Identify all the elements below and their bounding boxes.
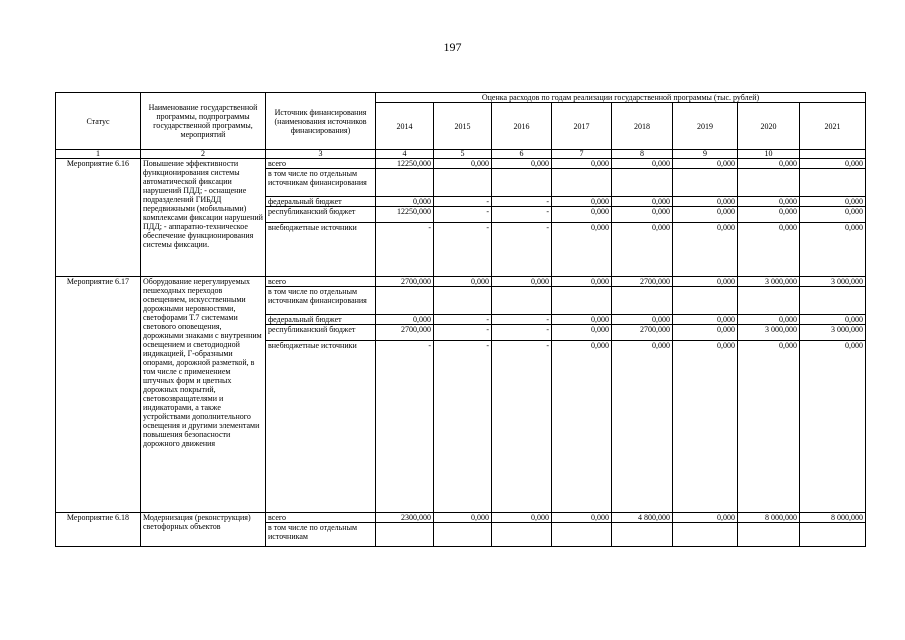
column-number-row: [56, 150, 866, 159]
column-number: 1: [56, 150, 141, 159]
amount-cell: 0,000: [552, 223, 612, 277]
amount-cell: 0,000: [673, 513, 738, 523]
amount-cell: 0,000: [673, 197, 738, 207]
column-number: [800, 150, 866, 159]
amount-cell: 0,000: [738, 341, 800, 513]
measure-name: Модернизация (реконструкция) светофорных объектов: [141, 513, 266, 547]
funding-source: внебюджетные источники: [266, 341, 376, 513]
header-estimate: Оценка расходов по годам реализации государственной программы (тыс. рублей): [376, 93, 866, 103]
amount-cell: 2700,000: [612, 325, 673, 341]
funding-source: всего: [266, 513, 376, 523]
amount-cell: [492, 169, 552, 197]
amount-cell: 0,000: [552, 277, 612, 287]
year-header: 2014: [376, 103, 434, 150]
header-source: Источник финансирования (наименования источников финансирования): [266, 93, 376, 150]
funding-source: в том числе по отдельным источникам: [266, 523, 376, 547]
amount-cell: 0,000: [738, 207, 800, 223]
amount-cell: 3 000,000: [738, 325, 800, 341]
amount-cell: 0,000: [800, 207, 866, 223]
amount-cell: 0,000: [376, 315, 434, 325]
amount-cell: [552, 169, 612, 197]
year-header: 2020: [738, 103, 800, 150]
funding-source: федеральный бюджет: [266, 197, 376, 207]
table-row: [56, 513, 866, 523]
year-header: 2021: [800, 103, 866, 150]
amount-cell: -: [492, 315, 552, 325]
amount-cell: 8 000,000: [800, 513, 866, 523]
amount-cell: 0,000: [434, 513, 492, 523]
funding-source: в том числе по отдельным источникам финансирования: [266, 169, 376, 197]
amount-cell: 0,000: [673, 223, 738, 277]
amount-cell: 0,000: [800, 197, 866, 207]
amount-cell: 0,000: [800, 159, 866, 169]
measure-name: Оборудование нерегулируемых пешеходных переходов освещением, искусственными дорожными неровностями, светофорами Т.7 системами светового оповещения, дорожными знаками с внутренним освещением и светодиодной индикацией, Г-образными опорами, дорожной разметкой, в том числе с применением штучных форм и цветных дорожных покрытий, световозвращателями и индикаторами, а также устройствами дополнительного освещения и другими элементами повышения безопасности дорожного движения: [141, 277, 266, 513]
header-row: [56, 93, 866, 103]
amount-cell: 0,000: [552, 207, 612, 223]
column-number: 2: [141, 150, 266, 159]
measure-name: Повышение эффективности функционирования системы автоматической фиксации нарушений ПДД; - оснащение подразделений ГИБДД передвижными (мобильными) комплексами фиксации нарушений ПДД; - аппаратно-техническое обеспечение функционирования системы фиксации.: [141, 159, 266, 277]
amount-cell: -: [492, 197, 552, 207]
amount-cell: 0,000: [612, 159, 673, 169]
amount-cell: 0,000: [673, 277, 738, 287]
amount-cell: [492, 287, 552, 315]
amount-cell: [376, 287, 434, 315]
amount-cell: -: [376, 341, 434, 513]
amount-cell: 0,000: [738, 315, 800, 325]
amount-cell: 0,000: [800, 223, 866, 277]
amount-cell: -: [434, 223, 492, 277]
amount-cell: -: [434, 341, 492, 513]
amount-cell: -: [434, 197, 492, 207]
amount-cell: [738, 169, 800, 197]
amount-cell: 12250,000: [376, 159, 434, 169]
amount-cell: [376, 523, 434, 547]
amount-cell: [612, 287, 673, 315]
amount-cell: -: [492, 207, 552, 223]
amount-cell: [434, 287, 492, 315]
amount-cell: 0,000: [673, 341, 738, 513]
funding-source: внебюджетные источники: [266, 223, 376, 277]
amount-cell: [376, 169, 434, 197]
amount-cell: [738, 287, 800, 315]
amount-cell: 0,000: [552, 159, 612, 169]
amount-cell: 0,000: [673, 325, 738, 341]
amount-cell: 0,000: [612, 197, 673, 207]
column-number: 4: [376, 150, 434, 159]
amount-cell: -: [434, 325, 492, 341]
amount-cell: [612, 169, 673, 197]
funding-source: всего: [266, 159, 376, 169]
amount-cell: [492, 523, 552, 547]
amount-cell: [800, 523, 866, 547]
amount-cell: [552, 287, 612, 315]
amount-cell: 0,000: [552, 341, 612, 513]
amount-cell: -: [376, 223, 434, 277]
amount-cell: 0,000: [800, 315, 866, 325]
amount-cell: -: [492, 341, 552, 513]
amount-cell: 3 000,000: [800, 277, 866, 287]
year-header: 2017: [552, 103, 612, 150]
amount-cell: 8 000,000: [738, 513, 800, 523]
amount-cell: 0,000: [673, 315, 738, 325]
column-number: 10: [738, 150, 800, 159]
year-header: 2016: [492, 103, 552, 150]
amount-cell: -: [492, 223, 552, 277]
amount-cell: 0,000: [434, 277, 492, 287]
amount-cell: 0,000: [738, 159, 800, 169]
year-header: 2015: [434, 103, 492, 150]
amount-cell: 2300,000: [376, 513, 434, 523]
amount-cell: [552, 523, 612, 547]
amount-cell: 0,000: [800, 341, 866, 513]
column-number: 5: [434, 150, 492, 159]
funding-source: республиканский бюджет: [266, 207, 376, 223]
amount-cell: [434, 169, 492, 197]
amount-cell: 2700,000: [612, 277, 673, 287]
funding-source: в том числе по отдельным источникам финансирования: [266, 287, 376, 315]
amount-cell: 0,000: [376, 197, 434, 207]
amount-cell: 12250,000: [376, 207, 434, 223]
column-number: 3: [266, 150, 376, 159]
table-row: [56, 159, 866, 169]
amount-cell: 0,000: [492, 277, 552, 287]
amount-cell: -: [434, 207, 492, 223]
amount-cell: 0,000: [492, 159, 552, 169]
amount-cell: 4 800,000: [612, 513, 673, 523]
amount-cell: 0,000: [492, 513, 552, 523]
amount-cell: 0,000: [612, 223, 673, 277]
amount-cell: -: [492, 325, 552, 341]
amount-cell: 0,000: [612, 341, 673, 513]
amount-cell: 0,000: [612, 315, 673, 325]
amount-cell: [673, 287, 738, 315]
column-number: 7: [552, 150, 612, 159]
amount-cell: 0,000: [552, 197, 612, 207]
page-number: 197: [443, 40, 462, 54]
amount-cell: [738, 523, 800, 547]
amount-cell: [434, 523, 492, 547]
amount-cell: 0,000: [552, 315, 612, 325]
funding-source: всего: [266, 277, 376, 287]
amount-cell: 0,000: [552, 513, 612, 523]
amount-cell: 3 000,000: [738, 277, 800, 287]
amount-cell: [673, 169, 738, 197]
amount-cell: 0,000: [434, 159, 492, 169]
amount-cell: [612, 523, 673, 547]
measure-status: Мероприятие 6.17: [56, 277, 141, 513]
budget-table: [55, 92, 866, 547]
amount-cell: 0,000: [673, 207, 738, 223]
amount-cell: 0,000: [738, 223, 800, 277]
amount-cell: [673, 523, 738, 547]
amount-cell: 0,000: [738, 197, 800, 207]
year-header: 2019: [673, 103, 738, 150]
year-header: 2018: [612, 103, 673, 150]
measure-status: Мероприятие 6.16: [56, 159, 141, 277]
amount-cell: 0,000: [552, 325, 612, 341]
column-number: 8: [612, 150, 673, 159]
amount-cell: [800, 287, 866, 315]
amount-cell: 0,000: [673, 159, 738, 169]
funding-source: республиканский бюджет: [266, 325, 376, 341]
measure-status: Мероприятие 6.18: [56, 513, 141, 547]
amount-cell: 3 000,000: [800, 325, 866, 341]
header-name: Наименование государственной программы, подпрограммы государственной программы, мероприятий: [141, 93, 266, 150]
column-number: 9: [673, 150, 738, 159]
header-status: Статус: [56, 93, 141, 150]
amount-cell: -: [434, 315, 492, 325]
amount-cell: 2700,000: [376, 277, 434, 287]
amount-cell: 2700,000: [376, 325, 434, 341]
amount-cell: 0,000: [612, 207, 673, 223]
amount-cell: [800, 169, 866, 197]
column-number: 6: [492, 150, 552, 159]
table-row: [56, 277, 866, 287]
funding-source: федеральный бюджет: [266, 315, 376, 325]
